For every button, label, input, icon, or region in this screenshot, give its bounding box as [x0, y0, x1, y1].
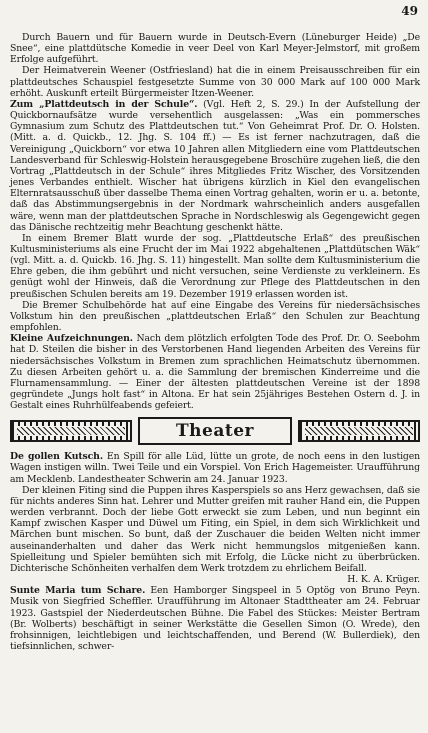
paragraph-heading: Zum „Plattdeutsch in der Schule“. — [10, 98, 198, 110]
ornament-right-icon — [298, 420, 420, 442]
paragraph: In einem Bremer Blatt wurde der sog. „Plattdeutsche Erlaß“ des preußischen Kultusministeriums als eine Frucht der im Mai 1922 abgehaltenen „Plattdütschen Wäk“ (vgl. Mitt. a. d. Quickb. 16. Jhg. S. 11) hingestellt. Man sollte dem Kultusministerium die Ehre geben, die ihm gebührt und nicht versuchen, seine Verdienste zu verkleinern. Es genügt wohl der Hinweis, daß die Verordnung zur Pflege des Plattdeutschen in den preußischen Schulen bereits am 19. Dezember 1919 erlassen worden ist. — [10, 232, 420, 300]
section-banner — [10, 416, 420, 446]
paragraph-headed: Zum „Plattdeutsch in der Schule“. (Vgl. Heft 2, S. 29.) In der Aufstellung der Quickbornaufsätze wurde versehentlich ausgelassen: „Was ein pommersches Gymnasium zum Schutz des Plattdeutschen tut.“ Von Geheimrat Prof. Dr. O. Holsten. (Mitt. a. d. Quickb., 12. Jhg. S. 104 ff.) — Es ist ferner nachzutragen, daß die Vereinigung „Quickborn“ vor etwa 10 Jahren allen Mitgliedern eine vom Plattdeutschen Landesverband für Schleswig-Holstein herausgegebene Broschüre zugehen ließ, die den Vortrag „Plattdeutsch in der Schule“ ihres Mitgliedes Fritz Wischer, des Vorsitzenden jenes Verbandes enthielt. Wischer hat übrigens kürzlich in Kiel den evangelischen Elternratsausschuß über dasselbe Thema einen Vortrag gehalten, worin er u. a. betonte, daß das Abstimmungsergebnis in der Nordmark wahrscheinlich anders ausgefallen wäre, wenn man der plattdeutschen Sprache in Nordschleswig als Gegengewicht gegen das Dänische rechtzeitig mehr Beachtung geschenkt hätte. — [10, 98, 420, 233]
paragraph: Der Heimatverein Weener (Ostfriesland) hat die in einem Preisausschreiben für ein plattdeutsches Schauspiel festgesetzte Summe von 30 000 Mark auf 100 000 Mark erhöht. Auskunft erteilt Bürgermeister Itzen-Weener. — [10, 65, 420, 99]
text-column — [10, 32, 420, 652]
paragraph-heading: Sunte Maria tum Schare. — [10, 585, 146, 597]
paragraph-headed: De gollen Kutsch. En Spill för alle Lüd, lütte un grote, de noch eens in den lustigen Wagen instigen willn. Twei Teile und ein Vorspiel. Von Erich Hagemeister. Uraufführung am Mecklenb. Landestheater Schwerin am 24. Januar 1923. — [10, 451, 420, 485]
paragraph-heading: Kleine Aufzeichnungen. — [10, 333, 133, 345]
notices-block — [10, 32, 420, 411]
signature: H. K. A. Krüger. — [347, 574, 420, 586]
section-title: Theater — [138, 417, 292, 445]
paragraph: Der kleinen Fiting sind die Puppen ihres Kasperspiels so ans Herz gewachsen, daß sie für nichts anderes Sinn hat. Lehrer und Mutter greifen mit rauher Hand ein, die Puppen werden verbrannt. Doch der liebe Gott erweckt sie zum Leben, und nun beginnt ein Kampf zwischen Kasper und Düwel um Fiting, ein Spiel, in dem sich Wirklichkeit und Märchen bunt mischen. So bunt, daß der Zuschauer die beiden Welten nicht immer auseinanderhalten und daher das Werk nicht hemmungslos mitgenießen kann. Spielleitung und Spieler bemühten sich mit Erfolg, die Lücke nicht zu überbrücken. Dichterische Schönheiten verhalfen dem Werk trotzdem zu ehrlichem Beifall. — [10, 484, 420, 574]
paragraph: Die Bremer Schulbehörde hat auf eine Eingabe des Vereins für niedersächsisches Volkstum hin den preußischen „plattdeutschen Erlaß“ den Schulen zur Beachtung empfohlen. — [10, 299, 420, 334]
paragraph-heading: De gollen Kutsch. — [10, 451, 103, 463]
page-number: 49 — [401, 4, 418, 18]
ornament-left-icon — [10, 420, 132, 442]
paragraph-headed: Kleine Aufzeichnungen. Nach dem plötzlich erfolgten Tode des Prof. Dr. O. Seebohm hat D. Steilen die bisher in des Verstorbenen Hand liegenden Arbeiten des Vereins für niedersächsisches Volkstum in Bremen zum sprachlichen Heimatschutz übernommen. Zu diesen Arbeiten gehört u. a. die Sammlung der bremischen Kinderreime und die Flurnamensammlung. — Einer der ältesten plattdeutschen Vereine ist der 1898 gegründete „Jungs holt fast“ in Altona. Er hat sein 25jähriges Bestehen Ostern d. J. in Gestalt eines Ruhrhülfeabends gefeiert. — [10, 333, 420, 412]
paragraph-headed: Sunte Maria tum Schare. Een Hamborger Singspeel in 5 Optög von Bruno Peyn. Musik von Siegfried Scheffler. Uraufführung im Altonaer Stadttheater am 24. Februar 1923. Gastspiel der Niederdeutschen Bühne. Die Fabel des Stückes: Meister Bertram (Br. Wolberts) beschäftigt in seiner Werkstätte die Gesellen Simon (O. Wrede), den frohsinnigen, leichtlebigen und leichtschaffenden, und Berend (W. Bullerdiek), den tiefsinnlichen, schwer- — [10, 585, 420, 652]
theater-block — [10, 451, 420, 652]
paragraph: Durch Bauern und für Bauern wurde in Deutsch-Evern (Lüneburger Heide) „De Snee“, eine plattdütsche Komedie in veer Deel von Karl Meyer-Jelmstorf, mit großem Erfolge aufgeführt. — [10, 32, 420, 66]
